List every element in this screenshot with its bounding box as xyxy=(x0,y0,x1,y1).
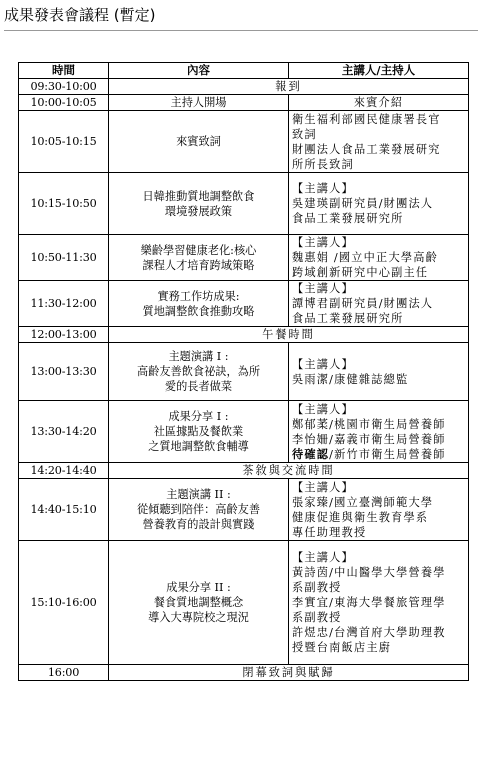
speaker-cell xyxy=(289,235,469,281)
content-line: 營養教育的設計與實踐 xyxy=(142,518,255,531)
agenda-body xyxy=(19,79,469,681)
table-row xyxy=(19,173,469,235)
content-cell xyxy=(109,95,289,111)
speaker-line: 健康促進與衛生教育學系 xyxy=(292,510,429,524)
speaker-line: 鄭郁葇/桃園市衛生局營養師 xyxy=(292,417,446,431)
speaker-line: 【主講人】 xyxy=(292,480,354,494)
time-cell: 16:00 xyxy=(19,665,109,681)
speaker-line: 魏惠娟 /國立中正大學高齡 xyxy=(292,251,438,264)
speaker-line: 黃詩茵/中山醫學大學營養學 xyxy=(292,566,446,579)
speaker-line: 來賓介紹 xyxy=(353,96,404,109)
table-row xyxy=(19,79,469,95)
table-row xyxy=(19,463,469,479)
content-line: 樂齡學習健康老化:核心 xyxy=(140,243,257,257)
table-row xyxy=(19,343,469,401)
table-row xyxy=(19,111,469,173)
session-cell: 茶敘與交流時間 xyxy=(109,463,469,479)
speaker-line: 【主講人】 xyxy=(292,282,354,295)
time-cell: 14:40-15:10 xyxy=(19,479,109,541)
header-speaker: 主講人/主持人 xyxy=(289,63,469,79)
session-cell: 閉幕致詞與賦歸 xyxy=(109,665,469,681)
table-row xyxy=(19,95,469,111)
content-cell xyxy=(109,401,289,463)
speaker-line: 許煜忠/台灣首府大學助理教 xyxy=(292,626,446,639)
page-title: 成果發表會議程 (暫定) xyxy=(4,6,156,24)
speaker-line: 跨域創新研究中心副主任 xyxy=(292,266,429,279)
speaker-line: 衛生福利部國民健康署長官 xyxy=(292,112,441,126)
speaker-line: 【主講人】 xyxy=(292,402,354,416)
content-line: 之質地調整飲食輔導 xyxy=(148,440,249,453)
time-cell: 10:15-10:50 xyxy=(19,173,109,235)
time-cell: 15:10-16:00 xyxy=(19,541,109,665)
time-cell: 13:30-14:20 xyxy=(19,401,109,463)
session-cell: 午餐時間 xyxy=(109,327,469,343)
content-cell xyxy=(109,541,289,665)
session-cell: 報到 xyxy=(109,79,469,95)
content-cell xyxy=(109,235,289,281)
speaker-line: 待確認/新竹市衛生局營養師 xyxy=(292,446,446,461)
title-divider xyxy=(4,30,478,31)
speaker-line: 李實宜/東海大學餐旅管理學 xyxy=(292,596,446,609)
content-line: 愛的長者做菜 xyxy=(164,380,233,393)
speaker-cell xyxy=(289,401,469,463)
agenda-table xyxy=(18,62,469,681)
speaker-line: 【主講人】 xyxy=(292,182,354,195)
speaker-line: 致詞 xyxy=(292,127,317,141)
content-line: 社區據點及餐飲業 xyxy=(153,425,244,438)
speaker-line: 李怡姍/嘉義市衛生局營養師 xyxy=(292,432,446,446)
content-line: 從傾聽到陪伴：高齡友善 xyxy=(136,503,261,516)
table-header-row xyxy=(19,63,469,79)
speaker-cell xyxy=(289,95,469,111)
content-cell xyxy=(109,479,289,541)
speaker-line: 張家臻/國立臺灣師範大學 xyxy=(292,495,434,509)
content-line: 主題演講 I : xyxy=(168,350,229,363)
speaker-line: 【主講人】 xyxy=(292,236,354,249)
table-row xyxy=(19,541,469,665)
speaker-cell xyxy=(289,541,469,665)
content-line: 質地調整飲食推動攻略 xyxy=(142,304,255,318)
content-line: 主題演講 II : xyxy=(166,488,231,501)
time-cell: 10:05-10:15 xyxy=(19,111,109,173)
time-cell: 12:00-13:00 xyxy=(19,327,109,343)
time-cell: 10:50-11:30 xyxy=(19,235,109,281)
speaker-line: 【主講人】 xyxy=(292,357,354,371)
table-row xyxy=(19,327,469,343)
speaker-cell xyxy=(289,111,469,173)
speaker-line: 系副教授 xyxy=(292,611,342,624)
speaker-line: 【主講人】 xyxy=(292,551,354,564)
time-cell: 14:20-14:40 xyxy=(19,463,109,479)
content-line: 來賓致詞 xyxy=(176,135,221,148)
speaker-line: 授暨台南飯店主廚 xyxy=(292,641,392,654)
content-line: 高齡友善飲食祕訣，為所 xyxy=(136,365,261,378)
time-cell: 10:00-10:05 xyxy=(19,95,109,111)
content-cell xyxy=(109,173,289,235)
content-line: 日韓推動質地調整飲食 xyxy=(142,189,255,203)
header-content: 內容 xyxy=(109,63,289,79)
speaker-line: 吳雨潔/康健雜誌總監 xyxy=(292,372,409,386)
speaker-line: 財團法人食品工業發展研究 xyxy=(292,142,441,156)
pending-mark: 待確認 xyxy=(292,446,330,461)
time-cell: 13:00-13:30 xyxy=(19,343,109,401)
table-row xyxy=(19,281,469,327)
content-cell xyxy=(109,111,289,173)
time-cell: 11:30-12:00 xyxy=(19,281,109,327)
speaker-line: 吳建瑛副研究員/財團法人 xyxy=(292,197,434,210)
table-row xyxy=(19,665,469,681)
content-cell xyxy=(109,281,289,327)
time-cell: 09:30-10:00 xyxy=(19,79,109,95)
content-line: 實務工作坊成果: xyxy=(157,289,240,303)
content-line: 課程人才培育跨域策略 xyxy=(142,258,255,272)
content-line: 成果分享 I : xyxy=(168,410,229,423)
speaker-line: 食品工業發展研究所 xyxy=(292,212,404,225)
content-line: 環境發展政策 xyxy=(164,204,233,218)
content-line: 導入大專院校之現況 xyxy=(148,611,249,624)
speaker-cell xyxy=(289,479,469,541)
speaker-line: 所所長致詞 xyxy=(292,157,354,171)
content-line: 餐食質地調整概念 xyxy=(153,596,244,609)
table-row xyxy=(19,235,469,281)
speaker-cell xyxy=(289,173,469,235)
speaker-line: 專任助理教授 xyxy=(292,525,367,539)
speaker-cell xyxy=(289,343,469,401)
content-line: 主持人開場 xyxy=(170,96,227,109)
content-line: 成果分享 II : xyxy=(166,581,231,594)
speaker-line: 系副教授 xyxy=(292,581,342,594)
header-time: 時間 xyxy=(19,63,109,79)
speaker-cell xyxy=(289,281,469,327)
table-row xyxy=(19,479,469,541)
table-row xyxy=(19,401,469,463)
content-cell xyxy=(109,343,289,401)
speaker-line: 食品工業發展研究所 xyxy=(292,312,404,325)
speaker-line: 譚博君副研究員/財團法人 xyxy=(292,297,434,310)
